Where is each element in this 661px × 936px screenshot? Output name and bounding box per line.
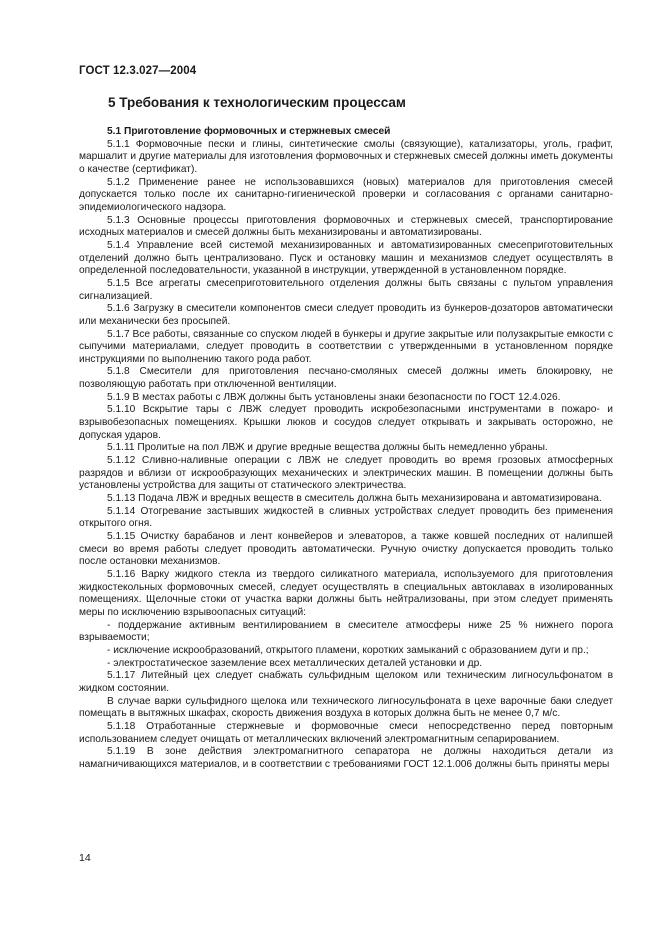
paragraph: 5.1.6 Загрузку в смесители компонентов смеси следует проводить из бункеров-дозаторов автоматически или механически без просыпей. [79,303,613,327]
document-header: ГОСТ 12.3.027—2004 [79,65,197,77]
paragraph: 5.1.9 В местах работы с ЛВЖ должны быть установлены знаки безопасности по ГОСТ 12.4.026. [107,391,561,403]
paragraph: 5.1.7 Все работы, связанные со спуском людей в бункеры и другие закрытые или полузакрытые емкости с сыпучими материалами, следует проводить в соответствии с утвержденными в установленном порядке инструкциями по выполнению такого рода работ. [79,328,614,365]
page-number: 14 [79,852,91,864]
paragraph: 5.1.13 Подача ЛВЖ и вредных веществ в смеситель должна быть механизирована и автоматизирована. [107,493,602,505]
paragraph: 5.1.5 Все агрегаты смесеприготовительного отделения должны быть связаны с пультом управления сигнализацией. [79,277,613,302]
paragraph: 5.1.10 Вскрытие тары с ЛВЖ следует проводить искробезопасными инструментами в пожаро- и взрывобезопасных помещениях. Крышки люков и сосудов следует открывать и закрывать осторожно, не допуская ударов. [79,404,613,441]
paragraph: 5.1.16 Варку жидкого стекла из твердого силикатного материала, используемого для приготовления жидкостекольных формовочных смесей, следует осуществлять в специальных автоклавах в изолированных помещениях. Щелочные стоки от участка варки должны быть нейтрализованы, при этом следует применять меры по исключению взрывоопасных ситуаций: [79,568,613,618]
paragraph: 5.1.12 Сливно-наливные операции с ЛВЖ не следует проводить во время грозовых атмосферных разрядов и вблизи от искрообразующих механических и электрических машин. В помещении должны быть установлены устройства для защиты от статического электричества. [79,455,613,492]
paragraph: 5.1.11 Пролитые на пол ЛВЖ и другие вредные вещества должны быть немедленно убраны. [107,442,548,454]
subsection-heading: 5.1 Приготовление формовочных и стержневых смесей [107,126,391,137]
paragraph: 5.1.2 Применение ранее не использовавшихся (новых) материалов для приготовления смесей допускается только после их санитарно-гигиенической проверки и согласования с органами санитарно-эпидемиологического надзора. [79,176,613,213]
list-item: - поддержание активным вентилированием в смесителе атмосферы ниже 25 % нижнего порога взрываемости; [79,619,613,644]
paragraph: 5.1.8 Смесители для приготовления песчано-смоляных смесей должны иметь блокировку, не позволяющую работать при отключенной вентиляции. [79,366,613,391]
list-item: - электростатическое заземление всех металлических деталей установки и др. [107,657,483,669]
paragraph: 5.1.3 Основные процессы приготовления формовочных и стержневых смесей, транспортирование исходных материалов и смесей должны быть механизированы и автоматизированы. [79,214,613,239]
paragraph: 5.1.15 Очистку барабанов и лент конвейеров и элеваторов, а также ковшей последних от налипшей смеси во время работы следует проводить автоматически. Ручную очистку допускается проводить только после остановки механизмов. [79,531,613,568]
paragraph: 5.1.14 Отогревание застывших жидкостей в сливных устройствах следует проводить без применения открытого огня. [79,505,613,530]
list-item: - исключение искрообразований, открытого пламени, коротких замыканий с образованием дуги и пр.; [107,644,589,656]
section-title: 5 Требования к технологическим процессам [108,95,406,110]
paragraph: 5.1.1 Формовочные пески и глины, синтетические смолы (связующие), катализаторы, уголь, графит, маршалит и другие материалы для изготовления формовочных и стержневых смесей должны иметь документы о качестве (сертификат). [79,138,613,175]
paragraph: 5.1.18 Отработанные стержневые и формовочные смеси непосредственно перед повторным использованием следует очищать от металлических включений электромагнитным сепарированием. [79,720,613,745]
paragraph: 5.1.17 Литейный цех следует снабжать сульфидным щелоком или техническим лигносульфонатом в жидком состоянии. [79,670,613,694]
body-text [79,126,613,771]
paragraph: 5.1.19 В зоне действия электромагнитного сепаратора не должны находиться детали из намагничивающихся материалов, и в соответствии с требованиями ГОСТ 12.1.006 должны быть приняты меры [79,746,613,770]
paragraph: 5.1.4 Управление всей системой механизированных и автоматизированных смесеприготовительных отделений должно быть централизовано. Пуск и остановку машин и механизмов следует осуществлять в определенной последовательности, указанной в инструкции, утвержденной в установленном порядке. [79,239,613,277]
paragraph: В случае варки сульфидного щелока или технического лигносульфоната в цехе варочные баки следует помещать в вытяжных шкафах, скорость движения воздуха в которых должна быть не менее 0,7 м/с. [79,695,613,720]
